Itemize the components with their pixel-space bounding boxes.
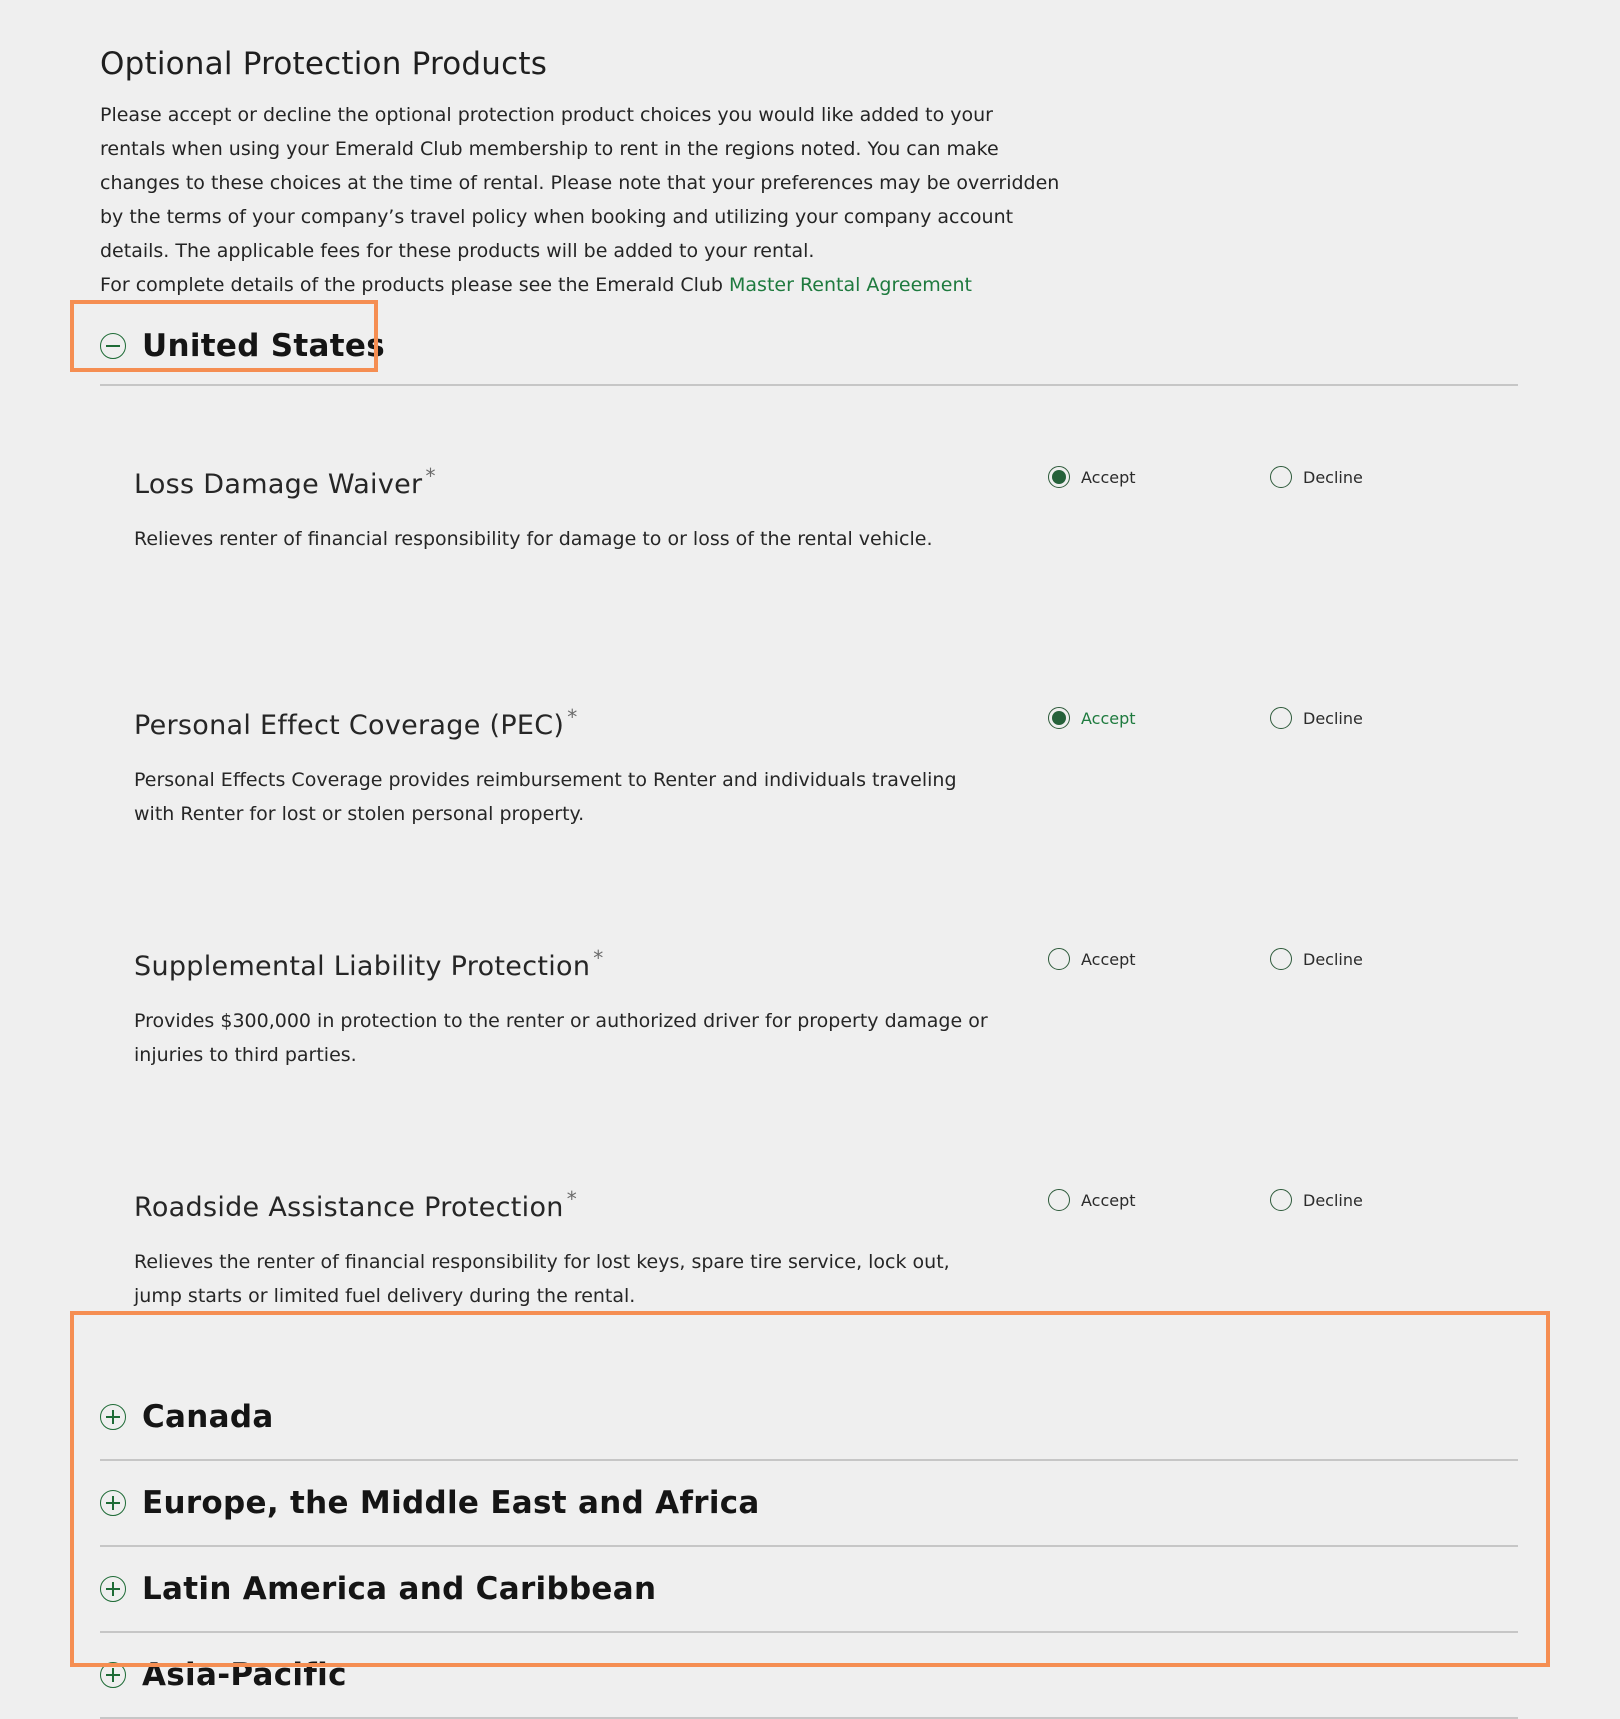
region-header-latin-america[interactable]: [100, 1547, 1518, 1633]
radio-unchecked-icon[interactable]: [1270, 707, 1292, 729]
radio-unchecked-icon[interactable]: [1270, 1189, 1292, 1211]
required-asterisk: *: [567, 705, 578, 729]
accept-radio[interactable]: [1048, 466, 1136, 488]
region-name: Europe, the Middle East and Africa: [142, 1485, 760, 1521]
region-asia-pacific: [100, 1633, 1520, 1719]
region-name: United States: [142, 328, 385, 364]
decline-radio[interactable]: [1270, 948, 1363, 970]
accept-label: Accept: [1081, 708, 1136, 728]
product-roadside-assistance-protection: [100, 1187, 1520, 1375]
product-description: Relieves renter of financial responsibility for damage to or loss of the rental vehicle.: [134, 528, 933, 550]
accept-label: Accept: [1081, 1190, 1136, 1210]
region-header-united-states[interactable]: [100, 308, 1518, 386]
region-header-asia-pacific[interactable]: [100, 1633, 1518, 1719]
decline-label: Decline: [1303, 708, 1363, 728]
region-header-emea[interactable]: [100, 1461, 1518, 1547]
required-asterisk: *: [593, 946, 604, 970]
expand-plus-icon[interactable]: [100, 1662, 126, 1688]
region-united-states: [100, 308, 1520, 1375]
master-rental-agreement-link[interactable]: Master Rental Agreement: [729, 274, 972, 296]
radio-checked-icon[interactable]: [1048, 466, 1070, 488]
region-name: Latin America and Caribbean: [142, 1571, 657, 1607]
radio-unchecked-icon[interactable]: [1270, 948, 1292, 970]
product-description: Provides $300,000 in protection to the renter or authorized driver for property damage or injuries to third parties.: [134, 1010, 988, 1066]
details-prefix: For complete details of the products please see the Emerald Club: [100, 274, 730, 296]
optional-protection-page: [100, 40, 1520, 1719]
decline-radio[interactable]: [1270, 1189, 1363, 1211]
accept-radio[interactable]: [1048, 707, 1136, 729]
collapse-minus-icon[interactable]: [100, 333, 126, 359]
product-loss-damage-waiver: [100, 464, 1520, 705]
decline-radio[interactable]: [1270, 707, 1363, 729]
product-name: Personal Effect Coverage (PEC) *: [134, 705, 578, 741]
accept-label: Accept: [1081, 467, 1136, 487]
expand-plus-icon[interactable]: [100, 1576, 126, 1602]
radio-unchecked-icon[interactable]: [1048, 948, 1070, 970]
region-canada: [100, 1375, 1520, 1461]
product-supplemental-liability-protection: [100, 946, 1520, 1187]
radio-checked-icon[interactable]: [1048, 707, 1070, 729]
decline-radio[interactable]: [1270, 466, 1363, 488]
region-name: Canada: [142, 1399, 274, 1435]
product-description: Personal Effects Coverage provides reimbursement to Renter and individuals traveling with Renter for lost or stolen personal property.: [134, 769, 957, 825]
region-emea: [100, 1461, 1520, 1547]
expand-plus-icon[interactable]: [100, 1490, 126, 1516]
product-name: Roadside Assistance Protection *: [134, 1187, 578, 1223]
region-header-canada[interactable]: [100, 1375, 1518, 1461]
product-name: Loss Damage Waiver *: [134, 464, 436, 500]
intro-paragraph: Please accept or decline the optional protection product choices you would like added to your rentals when using your Emerald Club membership to rent in the regions noted. You can make changes to these choices at the time of rental. Please note that your preferences may be overridden by the terms of your company’s travel policy when booking and utilizing your company account details. The applicable fees for these products will be added to your rental.: [100, 104, 1060, 262]
expand-plus-icon[interactable]: [100, 1404, 126, 1430]
product-description: Relieves the renter of financial responsibility for lost keys, spare tire service, lock out, jump starts or limited fuel delivery during the rental.: [134, 1251, 950, 1307]
product-personal-effect-coverage: [100, 705, 1520, 946]
accept-label: Accept: [1081, 949, 1136, 969]
required-asterisk: *: [425, 464, 436, 488]
region-name: Asia-Pacific: [142, 1657, 347, 1693]
intro-text: [100, 98, 1060, 302]
decline-label: Decline: [1303, 1190, 1363, 1210]
radio-unchecked-icon[interactable]: [1048, 1189, 1070, 1211]
required-asterisk: *: [566, 1187, 578, 1211]
product-name: Supplemental Liability Protection *: [134, 946, 604, 982]
radio-unchecked-icon[interactable]: [1270, 466, 1292, 488]
decline-label: Decline: [1303, 467, 1363, 487]
region-latin-america: [100, 1547, 1520, 1633]
page-title: Optional Protection Products: [100, 46, 548, 82]
accept-radio[interactable]: [1048, 1189, 1136, 1211]
decline-label: Decline: [1303, 949, 1363, 969]
accept-radio[interactable]: [1048, 948, 1136, 970]
